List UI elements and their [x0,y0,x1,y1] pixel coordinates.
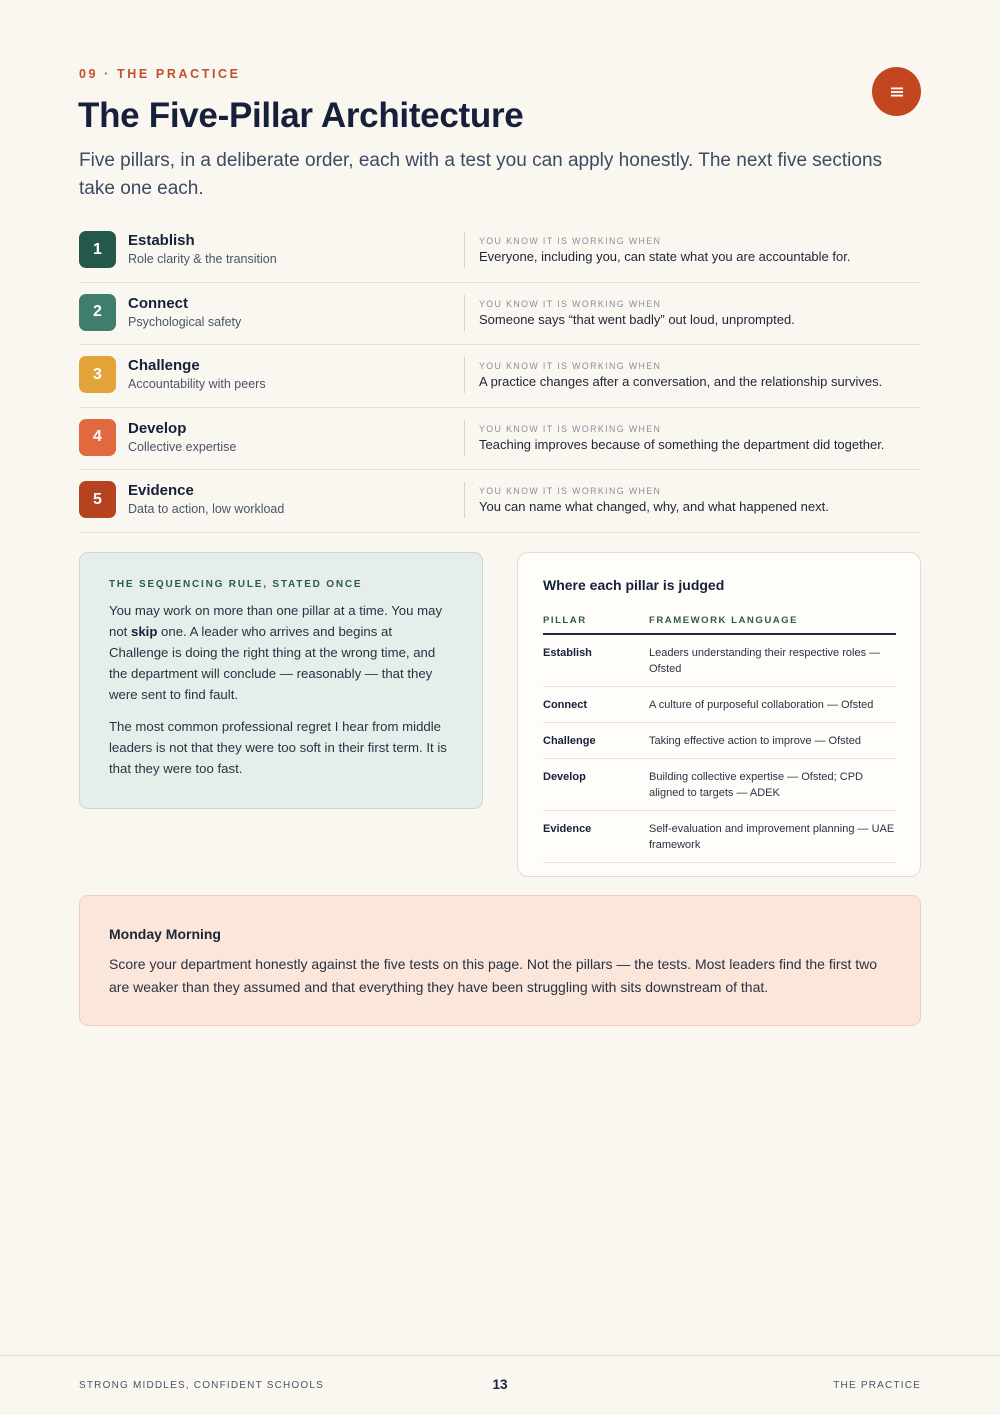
page-title: The Five-Pillar Architecture [78,96,524,135]
pillar-row [79,220,921,283]
pillar-test: Teaching improves because of something the department did together. [479,436,885,452]
pillar-subtitle: Psychological safety [128,314,242,329]
pillar-row [79,408,921,471]
pillar-divider [464,232,465,268]
monday-morning-title: Monday Morning [109,926,221,942]
pillar-divider [464,357,465,393]
table-row [543,687,896,723]
menu-button[interactable] [872,67,921,116]
pillar-list [79,220,921,533]
pillar-subtitle: Collective expertise [128,439,237,454]
table-cell-framework: Taking effective action to improve — Ofsted [649,735,861,747]
column-header-pillar: PILLAR [543,615,587,626]
pillar-number-badge: 5 [79,481,116,518]
table-cell-pillar: Evidence [543,823,592,835]
table-cell-pillar: Challenge [543,735,596,747]
sequencing-rule-paragraph-1 [109,600,453,705]
page-footer [0,1355,1000,1415]
pillar-test-label: YOU KNOW IT IS WORKING WHEN [479,298,662,309]
pillar-test: Everyone, including you, can state what you are accountable for. [479,249,851,264]
judged-table-header [543,615,896,635]
page-lede: Five pillars, in a deliberate order, each with a test you can apply honestly. The next five sections take one each. [79,150,883,199]
sequencing-text: one. A leader who arrives and begins at Challenge is doing the right thing at the wrong time, and the department will conclude — reasonably — that they were sent to find fault. [109,624,436,702]
pillar-divider [464,420,465,456]
sequencing-rule-card [79,552,483,809]
pillar-row [79,283,921,346]
menu-icon [890,86,904,98]
footer-page-number: 13 [492,1377,508,1392]
judged-table [543,615,896,863]
pillar-divider [464,295,465,331]
pillar-number-badge: 1 [79,231,116,268]
pillar-subtitle: Role clarity & the transition [128,252,277,266]
sequencing-rule-heading: THE SEQUENCING RULE, STATED ONCE [109,579,363,590]
monday-morning-callout [79,895,921,1026]
table-cell-pillar: Connect [543,699,587,711]
pillar-row [79,470,921,533]
pillar-test: You can name what changed, why, and what happened next. [479,499,829,514]
column-header-framework: FRAMEWORK LANGUAGE [649,615,799,626]
table-row [543,635,896,687]
table-row [543,759,896,811]
pillar-name: Establish [128,232,195,249]
pillar-test-label: YOU KNOW IT IS WORKING WHEN [479,236,662,246]
pillar-number-badge: 2 [79,294,116,331]
pillar-divider [464,482,465,518]
pillar-name: Evidence [128,482,194,499]
footer-section-title: THE PRACTICE [833,1380,921,1391]
table-row [543,811,896,863]
sequencing-text: You may work on more than one pillar at a time. You may not [109,603,443,639]
monday-morning-body: Score your department honestly against the five tests on this page. Not the pillars — the tests. Most leaders find the first two are weaker than they assumed and that everything they have been struggling with sits downstream of that. [109,956,878,995]
pillar-test-label: YOU KNOW IT IS WORKING WHEN [479,486,662,496]
sequencing-emphasis: skip [131,624,158,639]
pillar-test-label: YOU KNOW IT IS WORKING WHEN [479,361,662,371]
table-row [543,723,896,759]
pillar-row [79,345,921,408]
pillar-subtitle: Data to action, low workload [128,502,285,516]
sequencing-rule-paragraph-2: The most common professional regret I hear from middle leaders is not that they were too soft in their first term. It is that they were too fast. [109,719,447,776]
table-cell-framework: Building collective expertise — Ofsted; CPD aligned to targets — ADEK [649,771,863,799]
pillar-name: Challenge [128,357,200,374]
pillar-name: Connect [128,294,188,312]
section-eyebrow: 09 · THE PRACTICE [79,67,241,81]
pillar-number-badge: 4 [79,419,116,456]
table-cell-pillar: Develop [543,771,586,783]
table-cell-framework: Self-evaluation and improvement planning — UAE framework [649,823,895,851]
table-cell-framework: A culture of purposeful collaboration — Ofsted [649,699,874,711]
table-cell-framework: Leaders understanding their respective roles — Ofsted [649,647,881,675]
judged-card [517,552,921,877]
judged-table-body [543,635,896,863]
table-cell-pillar: Establish [543,647,592,659]
footer-book-title: STRONG MIDDLES, CONFIDENT SCHOOLS [79,1380,324,1391]
pillar-subtitle: Accountability with peers [128,377,266,391]
pillar-test-label: YOU KNOW IT IS WORKING WHEN [479,423,662,434]
pillar-test: Someone says “that went badly” out loud, unprompted. [479,311,795,327]
pillar-number-badge: 3 [79,356,116,393]
pillar-name: Develop [128,419,187,437]
judged-title: Where each pillar is judged [543,577,725,593]
pillar-test: A practice changes after a conversation, and the relationship survives. [479,374,883,389]
